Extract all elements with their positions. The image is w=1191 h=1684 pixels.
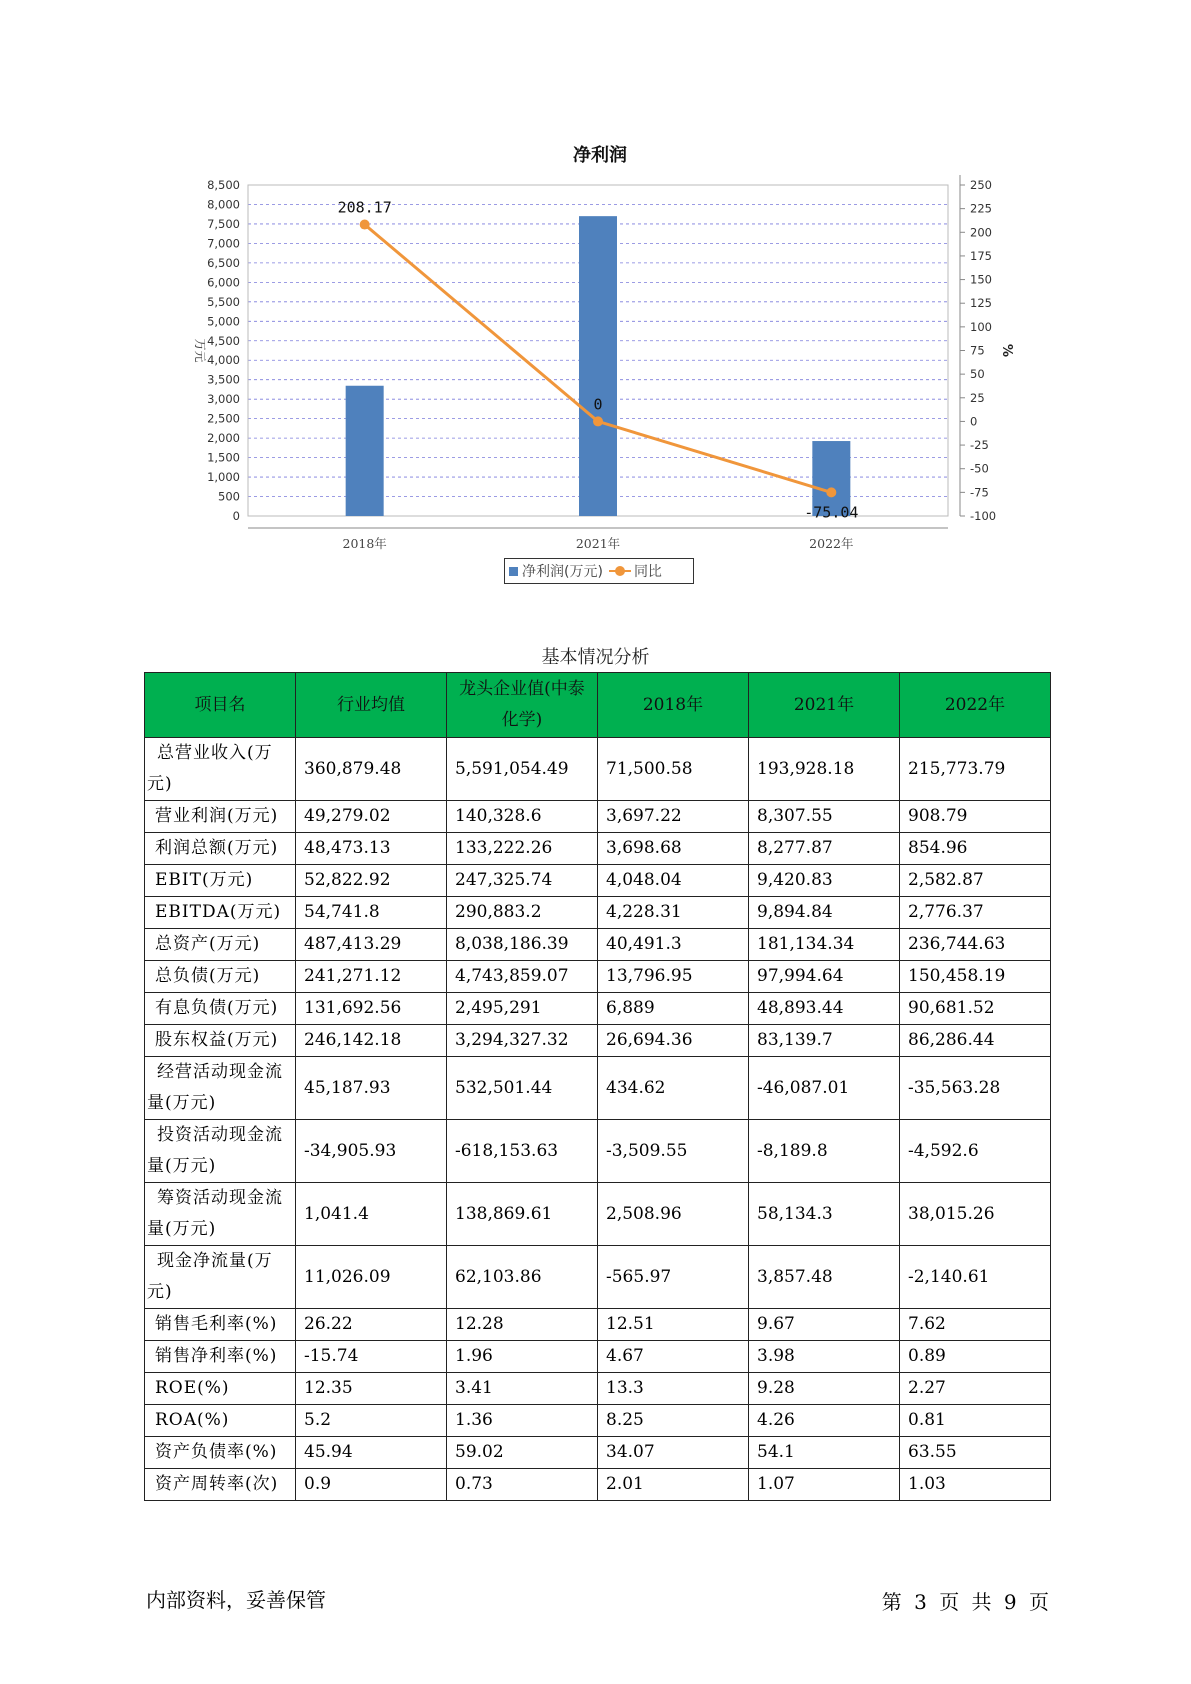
value-cell: 38,015.26 [900, 1183, 1051, 1246]
value-cell: 34.07 [598, 1437, 749, 1469]
table-row [145, 801, 1051, 833]
value-cell: 48,473.13 [296, 833, 447, 865]
legend-line-swatch [609, 565, 631, 577]
value-cell: 7.62 [900, 1309, 1051, 1341]
row-label-cell: 资产负债率(%) [145, 1437, 296, 1469]
value-cell: 4,743,859.07 [447, 961, 598, 993]
value-cell: 246,142.18 [296, 1025, 447, 1057]
y-right-tick-label: 25 [970, 390, 985, 405]
y-tick-label: 0 [232, 509, 240, 523]
header-industry-avg: 行业均值 [296, 673, 447, 738]
value-cell: 48,893.44 [749, 993, 900, 1025]
footer-page-number: 第 3 页 共 9 页 [881, 1590, 1050, 1614]
row-label-cell: 股东权益(万元) [145, 1025, 296, 1057]
value-cell: 3,857.48 [749, 1246, 900, 1309]
value-cell: 8,038,186.39 [447, 929, 598, 961]
legend-bar-label: 净利润(万元) [522, 564, 603, 580]
row-label-cell: 资产周转率(次) [145, 1469, 296, 1501]
y-right-tick-label: 225 [970, 201, 992, 216]
value-cell: 71,500.58 [598, 738, 749, 801]
value-cell: 26.22 [296, 1309, 447, 1341]
value-cell: 9.67 [749, 1309, 900, 1341]
row-label-cell: 筹资活动现金流量(万元) [145, 1183, 296, 1246]
value-cell: -15.74 [296, 1341, 447, 1373]
table-row [145, 1373, 1051, 1405]
value-cell: 40,491.3 [598, 929, 749, 961]
value-cell: 3,698.68 [598, 833, 749, 865]
value-cell: 8,277.87 [749, 833, 900, 865]
legend-bar-swatch [509, 567, 518, 576]
value-cell: 12.51 [598, 1309, 749, 1341]
header-leader-value: 龙头企业值(中泰化学) [447, 673, 598, 738]
value-cell: 58,134.3 [749, 1183, 900, 1246]
value-cell: 9,894.84 [749, 897, 900, 929]
bar-2021年 [579, 216, 617, 516]
y-right-tick-label: 175 [970, 248, 992, 263]
value-cell: 3.41 [447, 1373, 598, 1405]
value-cell: 133,222.26 [447, 833, 598, 865]
value-cell: 241,271.12 [296, 961, 447, 993]
bar-2018年 [346, 386, 384, 516]
value-cell: 236,744.63 [900, 929, 1051, 961]
row-label-cell: 销售净利率(%) [145, 1341, 296, 1373]
yoy-point [360, 220, 370, 230]
value-cell: 138,869.61 [447, 1183, 598, 1246]
value-cell: 49,279.02 [296, 801, 447, 833]
value-cell: 13,796.95 [598, 961, 749, 993]
value-cell: 5.2 [296, 1405, 447, 1437]
value-cell: 181,134.34 [749, 929, 900, 961]
value-cell: -565.97 [598, 1246, 749, 1309]
table-row [145, 1341, 1051, 1373]
table-row [145, 738, 1051, 801]
value-cell: 2,776.37 [900, 897, 1051, 929]
value-cell: 487,413.29 [296, 929, 447, 961]
y-tick-label: 1,500 [207, 450, 240, 465]
header-2021: 2021年 [749, 673, 900, 738]
value-cell: 1.07 [749, 1469, 900, 1501]
value-cell: 45.94 [296, 1437, 447, 1469]
value-cell: 854.96 [900, 833, 1051, 865]
y-tick-label: 7,500 [207, 216, 240, 231]
value-cell: 532,501.44 [447, 1057, 598, 1120]
table-row [145, 833, 1051, 865]
y-right-tick-label: 0 [970, 414, 978, 429]
table-row [145, 961, 1051, 993]
row-label-cell: 总资产(万元) [145, 929, 296, 961]
row-label-cell: 利润总额(万元) [145, 833, 296, 865]
value-cell: 3,697.22 [598, 801, 749, 833]
value-cell: -8,189.8 [749, 1120, 900, 1183]
value-cell: 247,325.74 [447, 865, 598, 897]
value-cell: 2.27 [900, 1373, 1051, 1405]
value-cell: 52,822.92 [296, 865, 447, 897]
value-cell: 0.73 [447, 1469, 598, 1501]
value-cell: 9,420.83 [749, 865, 900, 897]
y-tick-label: 2,500 [207, 411, 240, 426]
chart-canvas [0, 0, 1191, 600]
table-row [145, 1437, 1051, 1469]
value-cell: 12.28 [447, 1309, 598, 1341]
row-label-cell: EBIT(万元) [145, 865, 296, 897]
row-label-cell: 经营活动现金流量(万元) [145, 1057, 296, 1120]
legend-line-label: 同比 [633, 564, 662, 580]
value-cell: 90,681.52 [900, 993, 1051, 1025]
value-cell: 9.28 [749, 1373, 900, 1405]
value-cell: 62,103.86 [447, 1246, 598, 1309]
row-label-cell: ROE(%) [145, 1373, 296, 1405]
value-cell: 0.9 [296, 1469, 447, 1501]
y-tick-label: 8,000 [207, 197, 240, 212]
table-title: 基本情况分析 [541, 647, 650, 668]
table-row [145, 1183, 1051, 1246]
value-cell: 6,889 [598, 993, 749, 1025]
chart-legend[interactable] [504, 558, 694, 584]
table-row [145, 1405, 1051, 1437]
basic-analysis-table [144, 672, 1051, 1501]
value-cell: 13.3 [598, 1373, 749, 1405]
header-item-name: 项目名 [145, 673, 296, 738]
yoy-point [593, 416, 603, 426]
value-cell: 4,048.04 [598, 865, 749, 897]
yoy-data-label: 0 [593, 395, 603, 414]
value-cell: 8,307.55 [749, 801, 900, 833]
y-tick-label: 6,500 [207, 255, 240, 270]
yoy-data-label: 208.17 [337, 198, 392, 217]
y-right-tick-label: 200 [970, 225, 992, 240]
value-cell: 2,582.87 [900, 865, 1051, 897]
value-cell: 97,994.64 [749, 961, 900, 993]
chart-title: 净利润 [573, 145, 627, 166]
y-right-tick-label: 125 [970, 296, 992, 311]
header-2022: 2022年 [900, 673, 1051, 738]
y-right-tick-label: -75 [970, 485, 989, 500]
value-cell: 150,458.19 [900, 961, 1051, 993]
table-row [145, 1025, 1051, 1057]
y-tick-label: 6,000 [207, 275, 240, 290]
value-cell: 5,591,054.49 [447, 738, 598, 801]
value-cell: 0.89 [900, 1341, 1051, 1373]
row-label-cell: EBITDA(万元) [145, 897, 296, 929]
table-row [145, 897, 1051, 929]
row-label-cell: 总负债(万元) [145, 961, 296, 993]
value-cell: 215,773.79 [900, 738, 1051, 801]
value-cell: 83,139.7 [749, 1025, 900, 1057]
y-tick-label: 4,000 [207, 353, 240, 368]
value-cell: 290,883.2 [447, 897, 598, 929]
value-cell: 45,187.93 [296, 1057, 447, 1120]
y-tick-label: 5,500 [207, 294, 240, 309]
y-tick-label: 7,000 [207, 236, 240, 251]
y-tick-label: 1,000 [207, 470, 240, 485]
table-row [145, 1309, 1051, 1341]
table-header-row [145, 673, 1051, 738]
y-right-axis-label: % [999, 343, 1014, 358]
value-cell: 1.03 [900, 1469, 1051, 1501]
y-right-tick-label: 150 [970, 272, 992, 287]
value-cell: 11,026.09 [296, 1246, 447, 1309]
value-cell: 12.35 [296, 1373, 447, 1405]
table-row [145, 1469, 1051, 1501]
value-cell: 2,495,291 [447, 993, 598, 1025]
table-row [145, 1057, 1051, 1120]
value-cell: 140,328.6 [447, 801, 598, 833]
y-axis-label: 万元 [193, 338, 207, 363]
y-tick-label: 5,000 [207, 314, 240, 329]
row-label-cell: 营业利润(万元) [145, 801, 296, 833]
value-cell: -34,905.93 [296, 1120, 447, 1183]
value-cell: -46,087.01 [749, 1057, 900, 1120]
value-cell: 4.67 [598, 1341, 749, 1373]
row-label-cell: 有息负债(万元) [145, 993, 296, 1025]
y-tick-label: 3,000 [207, 392, 240, 407]
header-2018: 2018年 [598, 673, 749, 738]
value-cell: 193,928.18 [749, 738, 900, 801]
value-cell: 2.01 [598, 1469, 749, 1501]
y-right-tick-label: 250 [970, 178, 992, 192]
value-cell: 63.55 [900, 1437, 1051, 1469]
net-profit-chart [0, 0, 1191, 600]
y-right-tick-label: -100 [970, 509, 997, 523]
y-right-tick-label: 75 [970, 343, 985, 358]
value-cell: 434.62 [598, 1057, 749, 1120]
value-cell: 3,294,327.32 [447, 1025, 598, 1057]
value-cell: 54,741.8 [296, 897, 447, 929]
value-cell: 1.96 [447, 1341, 598, 1373]
x-tick-label: 2022年 [809, 536, 854, 551]
value-cell: 59.02 [447, 1437, 598, 1469]
y-tick-label: 8,500 [207, 178, 240, 192]
x-tick-label: 2018年 [342, 536, 387, 551]
row-label-cell: 现金净流量(万元) [145, 1246, 296, 1309]
value-cell: -3,509.55 [598, 1120, 749, 1183]
value-cell: -4,592.6 [900, 1120, 1051, 1183]
table-row [145, 929, 1051, 961]
value-cell: 86,286.44 [900, 1025, 1051, 1057]
value-cell: 54.1 [749, 1437, 900, 1469]
y-tick-label: 4,500 [207, 333, 240, 348]
row-label-cell: ROA(%) [145, 1405, 296, 1437]
yoy-data-label: -75.04 [804, 503, 859, 522]
value-cell: 2,508.96 [598, 1183, 749, 1246]
y-right-tick-label: -50 [970, 461, 989, 476]
value-cell: -618,153.63 [447, 1120, 598, 1183]
value-cell: 0.81 [900, 1405, 1051, 1437]
value-cell: 1,041.4 [296, 1183, 447, 1246]
table-row [145, 1120, 1051, 1183]
value-cell: 3.98 [749, 1341, 900, 1373]
value-cell: 8.25 [598, 1405, 749, 1437]
yoy-point [826, 487, 836, 497]
table-body [145, 738, 1051, 1501]
y-right-tick-label: -25 [970, 438, 989, 453]
value-cell: 26,694.36 [598, 1025, 749, 1057]
value-cell: 908.79 [900, 801, 1051, 833]
row-label-cell: 总营业收入(万元) [145, 738, 296, 801]
value-cell: -2,140.61 [900, 1246, 1051, 1309]
y-tick-label: 3,500 [207, 372, 240, 387]
y-tick-label: 2,000 [207, 431, 240, 446]
row-label-cell: 投资活动现金流量(万元) [145, 1120, 296, 1183]
value-cell: -35,563.28 [900, 1057, 1051, 1120]
value-cell: 4.26 [749, 1405, 900, 1437]
value-cell: 1.36 [447, 1405, 598, 1437]
row-label-cell: 销售毛利率(%) [145, 1309, 296, 1341]
y-right-tick-label: 100 [970, 319, 992, 334]
x-tick-label: 2021年 [575, 536, 621, 551]
table-row [145, 865, 1051, 897]
value-cell: 4,228.31 [598, 897, 749, 929]
table-row [145, 1246, 1051, 1309]
y-right-tick-label: 50 [970, 367, 985, 382]
y-tick-label: 500 [218, 489, 240, 504]
table-row [145, 993, 1051, 1025]
value-cell: 360,879.48 [296, 738, 447, 801]
value-cell: 131,692.56 [296, 993, 447, 1025]
footer-confidential: 内部资料，妥善保管 [146, 1588, 326, 1612]
